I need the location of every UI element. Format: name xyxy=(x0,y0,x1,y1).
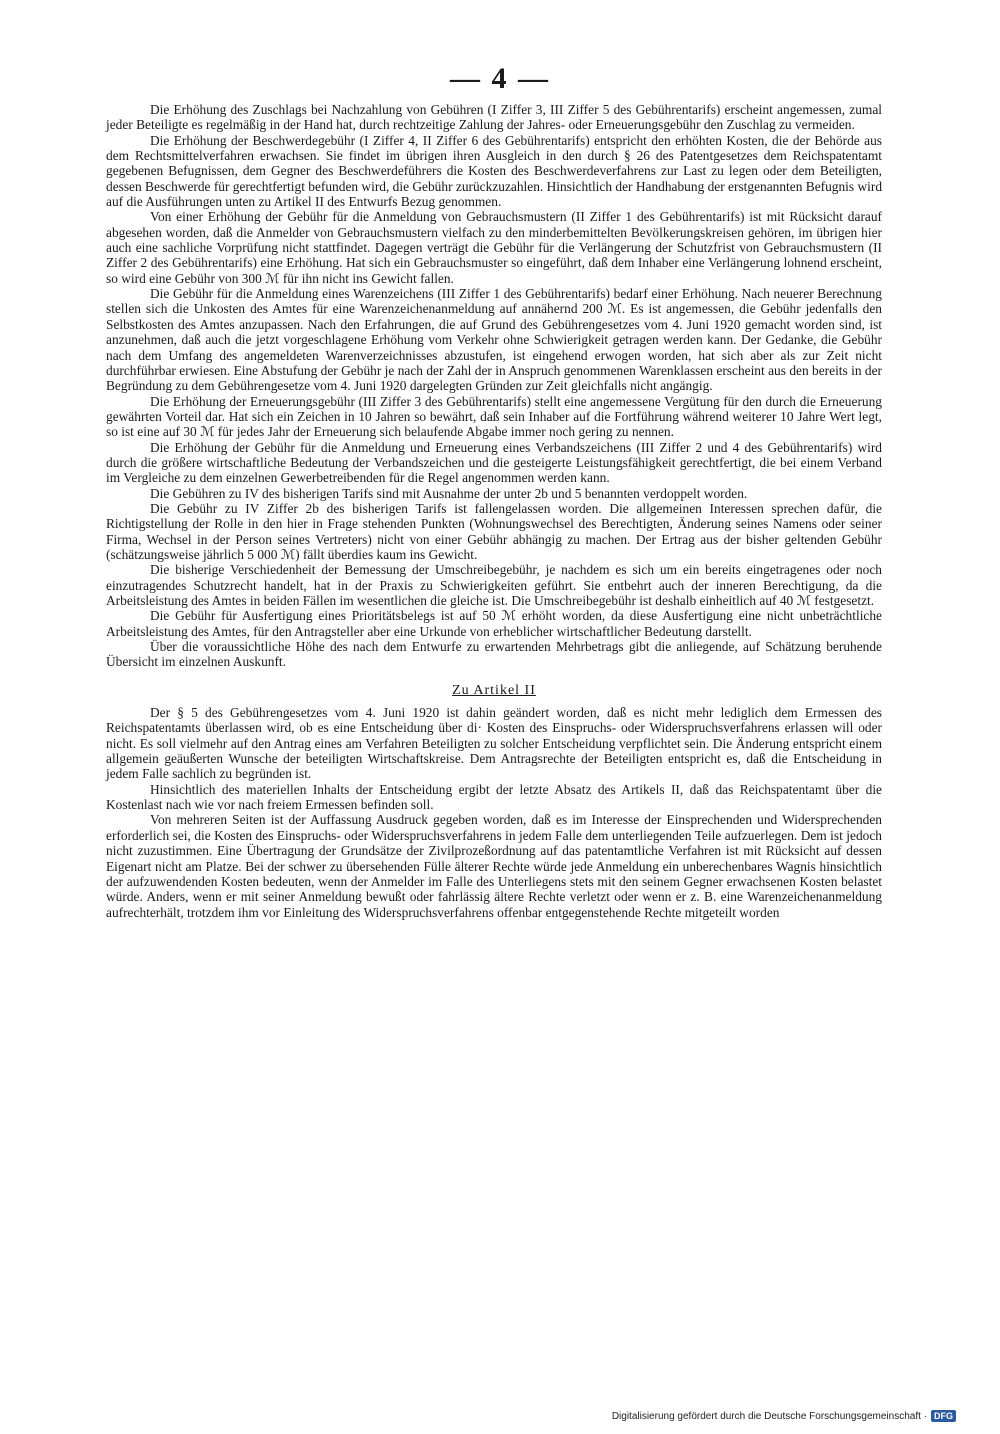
paragraph: Von mehreren Seiten ist der Auffassung Ausdruck gegeben worden, daß es im Interesse der Einsprechenden und Widersprechenden erforderlich sei, die Kosten des Einspruchs- oder Widerspruchsverfahrens in jedem Falle dem unterliegenden Teile aufzuerlegen. Dem ist jedoch nicht zuzustimmen. Eine Übertragung der Grundsätze der Zivilprozeßordnung auf das patentamtliche Verfahren ist mit Rücksicht auf dessen Eigenart nicht am Platze. Bei der schwer zu übersehenden Fülle älterer Rechte würde jede Anmeldung ein unberechenbares Wagnis hinsichtlich der aufzuwendenden Kosten bedeuten, wenn der Anmelder im Falle des Unterliegens stets mit den seinem Gegner erwachsenen Kosten belastet würde. Anders, wenn er mit seiner Anmeldung bewußt oder fahrlässig ältere Rechte verletzt oder wenn er z. B. eine Warenzeichenanmeldung aufrechterhält, trotzdem ihm vor Einleitung des Widerspruchsverfahrens offenbar entgegenstehende Rechte mitgeteilt worden xyxy=(106,812,882,920)
paragraph: Die bisherige Verschiedenheit der Bemessung der Umschreibegebühr, je nachdem es sich um ein bereits eingetragenes oder noch einzutragendes Schutzrecht handelt, hat in der Praxis zu Schwierigkeiten geführt. Sie entbehrt auch der inneren Berechtigung, da die Arbeitsleistung des Amtes in beiden Fällen im wesentlichen die gleiche ist. Die Umschreibegebühr ist deshalb einheitlich auf 40 ℳ festgesetzt. xyxy=(106,562,882,608)
paragraph: Die Gebühr zu IV Ziffer 2b des bisherigen Tarifs ist fallengelassen worden. Die allgemeinen Interessen sprechen dafür, die Richtigstellung der Rolle in den hier in Frage stehenden Punkten (Wohnungswechsel des Berechtigten, Änderung seines Namens oder seiner Firma, Wechsel in der Person seines Vertreters) nicht von einer Gebühr abhängig zu machen. Der Ertrag aus der bisher geltenden Gebühr (schätzungsweise jährlich 5 000 ℳ) fällt überdies kaum ins Gewicht. xyxy=(106,500,882,562)
footer-credit xyxy=(612,1410,956,1422)
paragraph: Die Erhöhung des Zuschlags bei Nachzahlung von Gebühren (I Ziffer 3, III Ziffer 5 des Gebührentarifs) erscheint angemessen, zumal jeder Beteiligte es regelmäßig in der Hand hat, durch rechtzeitige Zahlung der Jahres- oder Erneuerungsgebühr den Zuschlag zu vermeiden. xyxy=(106,102,882,133)
paragraph: Hinsichtlich des materiellen Inhalts der Entscheidung ergibt der letzte Absatz des Artikels II, daß das Reichspatentamt über die Kostenlast nach wie vor nach freiem Ermessen befinden soll. xyxy=(106,781,882,813)
paragraph: Die Erhöhung der Gebühr für die Anmeldung und Erneuerung eines Verbandszeichens (III Ziffer 2 und 4 des Gebührentarifs) wird durch die größere wirtschaftliche Bedeutung der Verbandszeichen und die gesteigerte Leistungsfähigkeit gerechtfertigt, die bei einem Verband im Vergleiche zu dem einzelnen Gewerbetreibenden für die Regel angenommen werden kann. xyxy=(106,439,882,486)
document-body xyxy=(106,102,882,920)
paragraph: Die Gebühr für die Anmeldung eines Warenzeichens (III Ziffer 1 des Gebührentarifs) bedarf einer Erhöhung. Nach neuerer Berechnung stellen sich die Unkosten des Amtes für eine Warenzeichenanmeldung auf annähernd 200 ℳ. Es ist angemessen, die Gebühr jedenfalls den Selbstkosten des Amtes anzupassen. Nach den Erfahrungen, die auf Grund des Gebührengesetzes vom 4. Juni 1920 gemacht worden sind, ist anzunehmen, daß auch die jetzt vorgeschlagene Erhöhung vom Verkehr ohne Schwierigkeit getragen werden kann. Der Gedanke, die Gebühr nach dem Umfang des angemeldeten Warenverzeichnisses abzustufen, ist eingehend erwogen worden, hat sich aber als zur Zeit nicht durchführbar erwiesen. Eine Abstufung der Gebühr je nach der Zahl der in Anspruch genommenen Warenklassen erscheint aus den bereits in der Begründung zu dem Gebührengesetze vom 4. Juni 1920 dargelegten Gründen zur Zeit gleichfalls nicht angängig. xyxy=(106,286,882,394)
paragraph: Die Gebühren zu IV des bisherigen Tarifs sind mit Ausnahme der unter 2b und 5 benannten verdoppelt worden. xyxy=(150,485,748,501)
paragraph: Von einer Erhöhung der Gebühr für die Anmeldung von Gebrauchsmustern (II Ziffer 1 des Gebührentarifs) ist mit Rücksicht darauf abgesehen worden, daß die Anmelder von Gebrauchsmustern vielfach zu den minderbemittelten Bevölkerungskreisen gehören, im übrigen hier auch eine sachliche Vorprüfung nicht stattfindet. Dagegen verträgt die Gebühr für die Verlängerung der Schutzfrist von Gebrauchsmustern (II Ziffer 2 des Gebührentarifs) eine Erhöhung. Hat sich ein Gebrauchsmuster so eingeführt, daß dem Inhaber eine Verlängerung lohnend erscheint, so wird eine Gebühr von 300 ℳ für ihn nicht ins Gewicht fallen. xyxy=(106,209,882,286)
dfg-logo-icon: DFG xyxy=(931,1410,956,1422)
page-number: — 4 — xyxy=(450,62,550,95)
section-heading: Zu Artikel II xyxy=(452,682,536,698)
paragraph: Die Erhöhung der Erneuerungsgebühr (III Ziffer 3 des Gebührentarifs) stellt eine angemessene Vergütung für den durch die Erneuerung gewährten Vorteil dar. Hat sich ein Zeichen in 10 Jahren so bewährt, daß sein Inhaber auf die Fortführung während weiterer 10 Jahre Wert legt, so ist eine auf 30 ℳ für jedes Jahr der Erneuerung sich belaufende Abgabe immer noch gering zu nennen. xyxy=(106,393,882,440)
paragraph: Die Erhöhung der Beschwerdegebühr (I Ziffer 4, II Ziffer 6 des Gebührentarifs) entspricht den erhöhten Kosten, die der Behörde aus dem Rechtsmittelverfahren erwachsen. Sie findet im übrigen ihren Ausgleich in den durch § 26 des Patentgesetzes dem Reichspatentamt gegebenen Befugnissen, dem Gegner des Beschwerdeführers die Kosten des Beschwerdeverfahrens zur Last zu legen oder dem Beteiligten, dessen Beschwerde für gerechtfertigt befunden wird, die Gebühr zurückzuzahlen. Hinsichtlich der Handhabung der erstgenannten Befugnis wird auf die Ausführungen unten zu Artikel II des Entwurfs Bezug genommen. xyxy=(106,132,883,210)
footer-credit-text: Digitalisierung gefördert durch die Deutsche Forschungsgemeinschaft · xyxy=(611,1410,927,1422)
paragraph: Die Gebühr für Ausfertigung eines Prioritätsbelegs ist auf 50 ℳ erhöht worden, da diese Ausfertigung eine nicht unbeträchtliche Arbeitsleistung des Amtes, für den Antragsteller aber eine Urkunde von erheblicher wirtschaftlicher Bedeutung darstellt. xyxy=(106,608,882,639)
paragraph: Der § 5 des Gebührengesetzes vom 4. Juni 1920 ist dahin geändert worden, daß es nicht mehr lediglich dem Ermessen des Reichspatentamts überlassen wird, ob es eine Entscheidung über di· Kosten des Einspruchs- oder Widerspruchsverfahrens erlassen will oder nicht. Es soll vielmehr auf den Antrag eines am Verfahren Beteiligten zu solcher Entscheidung verpflichtet sein. Die Änderung entspricht einem allgemein geäußerten Wunsche der beteiligten Wirtschaftskreise. Dem Antragsrechte der Beteiligten entspricht es, daß die Entscheidung in jedem Falle sachlich zu begründen ist. xyxy=(106,705,882,782)
paragraph: Über die voraussichtliche Höhe des nach dem Entwurfe zu erwartenden Mehrbetrags gibt die anliegende, auf Schätzung beruhende Übersicht im einzelnen Auskunft. xyxy=(106,639,882,670)
